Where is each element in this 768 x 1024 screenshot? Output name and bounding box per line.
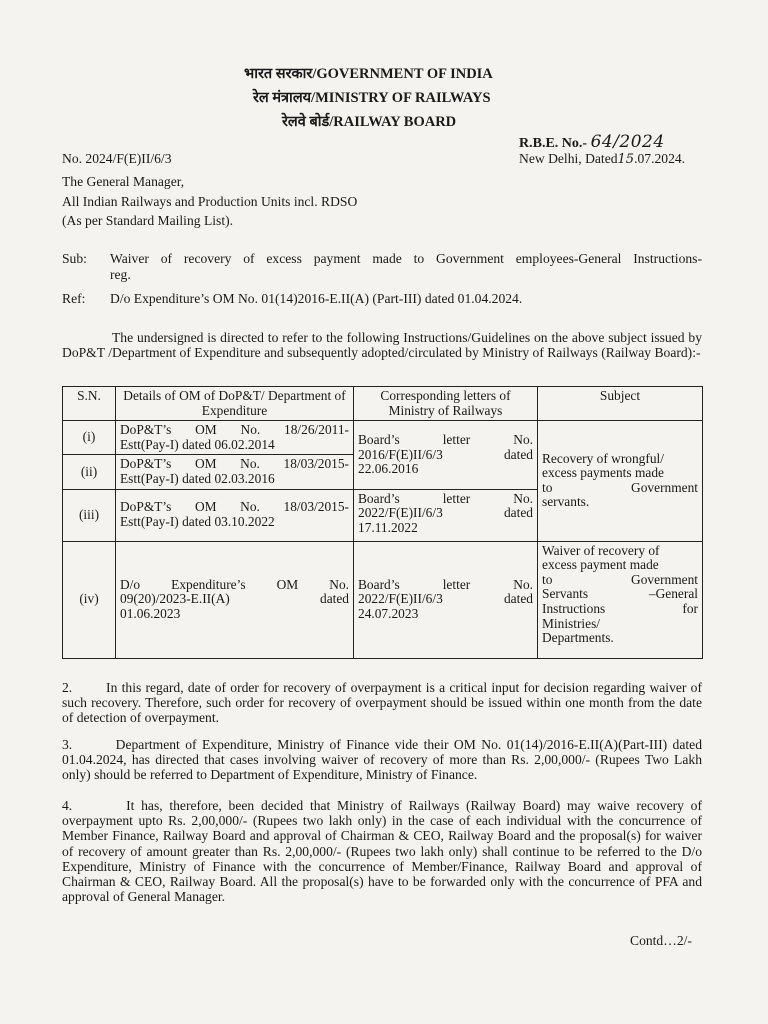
date-rest: .07.2024. [634,151,686,166]
paragraph-2: 2. In this regard, date of order for recovery of overpayment is a critical input for decision regarding waiver of such recovery. Therefore, such order for recovery of overpayment should be issued within one month from the date of detection of overpayment. [62,680,706,726]
subject-cell-line: excess payment made [542,557,659,573]
addressee-line: The General Manager, [62,174,185,189]
col-header-subject: Subject [538,387,703,421]
row-sn: (i) [63,421,116,455]
reference-label: Ref: [62,291,86,306]
subject-text [110,251,702,283]
om-table [62,386,703,659]
row-om-details [116,421,354,455]
letter-line: 17.11.2022 [358,519,418,535]
reference-text: D/o Expenditure’s OM No. 01(14)2016-E.II(A) (Part-III) dated 01.04.2024. [110,291,523,306]
subject-cell-line: Ministries/ [542,615,601,631]
row-sn: (ii) [63,455,116,489]
letter-line: Board’s letter No. [358,490,533,506]
om-line: DoP&T’s OM No. 18/03/2015- [120,499,349,515]
addressee-line: (As per Standard Mailing List). [62,213,234,228]
row-sn: (iii) [63,489,116,541]
table-header-row [63,387,703,421]
letter-number: No. 2024/F(E)II/6/3 [62,151,172,166]
paragraph-3: 3. Department of Expenditure, Ministry of Finance vide their OM No. 01(14)/2016-E.II(A)(Part-III) dated 01.04.2024, has directed that cases involving waiver of recovery of more than Rs. 2,00,000/- (Rupees Two Lakh only) should be referred to Department of Expenditure, Ministry of Finance. [62,737,706,783]
subject-label: Sub: [62,251,87,266]
date-prefix: New Delhi, Dated [519,151,618,166]
om-line: DoP&T’s OM No. 18/03/2015- [120,456,349,472]
letter-date [519,151,685,168]
header-board: रेलवे बोर्ड/RAILWAY BOARD [282,114,457,130]
rbe-label: R.B.E. No.- [519,136,588,151]
row-subject [538,541,703,658]
header-government: भारत सरकार/GOVERNMENT OF INDIA [244,66,493,82]
row-om-details [116,489,354,541]
om-line: 01.06.2023 [120,605,181,621]
om-line: DoP&T’s OM No. 18/26/2011- [120,422,349,438]
subject-cell-line: to Government [542,479,698,495]
letter-line: 24.07.2023 [358,605,419,621]
subject-cell-line: Recovery of wrongful/ [542,450,664,466]
rbe-handwritten-number: 64/2024 [590,132,665,152]
paragraph-4: 4. It has, therefore, been decided that Ministry of Railways (Railway Board) may waive recovery of overpayment upto Rs. 2,00,000/- (Rupees two lakh only) in the case of each individual with the concurrence of Member Finance, Railway Board and approval of Chairman & CEO, Railway Board and the proposal(s) for waiver of recovery of amount greater than Rs. 2,00,000/- (Rupees two lakh only) shall continue to be referred to the D/o Expenditure, Ministry of Finance with the concurrence of Member/Finance, Railway Board and approval of Chairman & CEO, Railway Board. All the proposal(s) have to be forwarded only with the concurrence of PFA and approval of General Manager. [62,798,706,905]
row-railway-letter [354,489,538,541]
letter-line: 2016/F(E)II/6/3 dated [358,446,533,462]
row-railway-letter [354,541,538,658]
col-header-railway-letters: Corresponding letters of Ministry of Railways [354,387,538,421]
letter-line: Board’s letter No. [358,576,533,592]
row-sn: (iv) [63,541,116,658]
letter-line: 22.06.2016 [358,461,419,477]
subject-cell-line: excess payments made [542,465,664,481]
header-ministry: रेल मंत्रालय/MINISTRY OF RAILWAYS [253,90,491,106]
row-om-details [116,455,354,489]
letter-line: 2022/F(E)II/6/3 dated [358,591,533,607]
subject-cell-line: servants. [542,494,590,510]
om-line: Estt(Pay-I) dated 03.10.2022 [120,514,275,530]
subject-line: Waiver of recovery of excess payment made to Government employees-General Instructions- [110,251,702,266]
date-handwritten-day: 15 [617,152,635,167]
rbe-number [519,132,665,152]
col-header-sn: S.N. [63,387,116,421]
om-line: D/o Expenditure’s OM No. [120,576,349,592]
table-row [63,541,703,658]
continuation-note: Contd…2/- [630,933,692,948]
subject-cell-line: Instructions for [542,600,698,616]
subject-cell-line: Servants –General [542,586,698,602]
row-railway-letter [354,421,538,489]
addressee-line: All Indian Railways and Production Units incl. RDSO [62,194,358,209]
subject-line: reg. [110,267,131,282]
subject-cell-line: Waiver of recovery of [542,542,660,558]
om-line: Estt(Pay-I) dated 02.03.2016 [120,470,275,486]
letter-line: Board’s letter No. [358,431,533,447]
row-om-details [116,541,354,658]
intro-paragraph: The undersigned is directed to refer to the following Instructions/Guidelines on the above subject issued by DoP&T /Department of Expenditure and subsequently adopted/circulated by Ministry of Railways (Railway Board):- [62,330,702,361]
letter-line: 2022/F(E)II/6/3 dated [358,505,533,521]
om-line: 09(20)/2023-E.II(A) dated [120,591,349,607]
table-row [63,421,703,455]
col-header-om-details: Details of OM of DoP&T/ Department of Expenditure [116,387,354,421]
row-subject [538,421,703,541]
subject-cell-line: to Government [542,571,698,587]
subject-cell-line: Departments. [542,630,614,646]
om-line: Estt(Pay-I) dated 06.02.2014 [120,436,275,452]
